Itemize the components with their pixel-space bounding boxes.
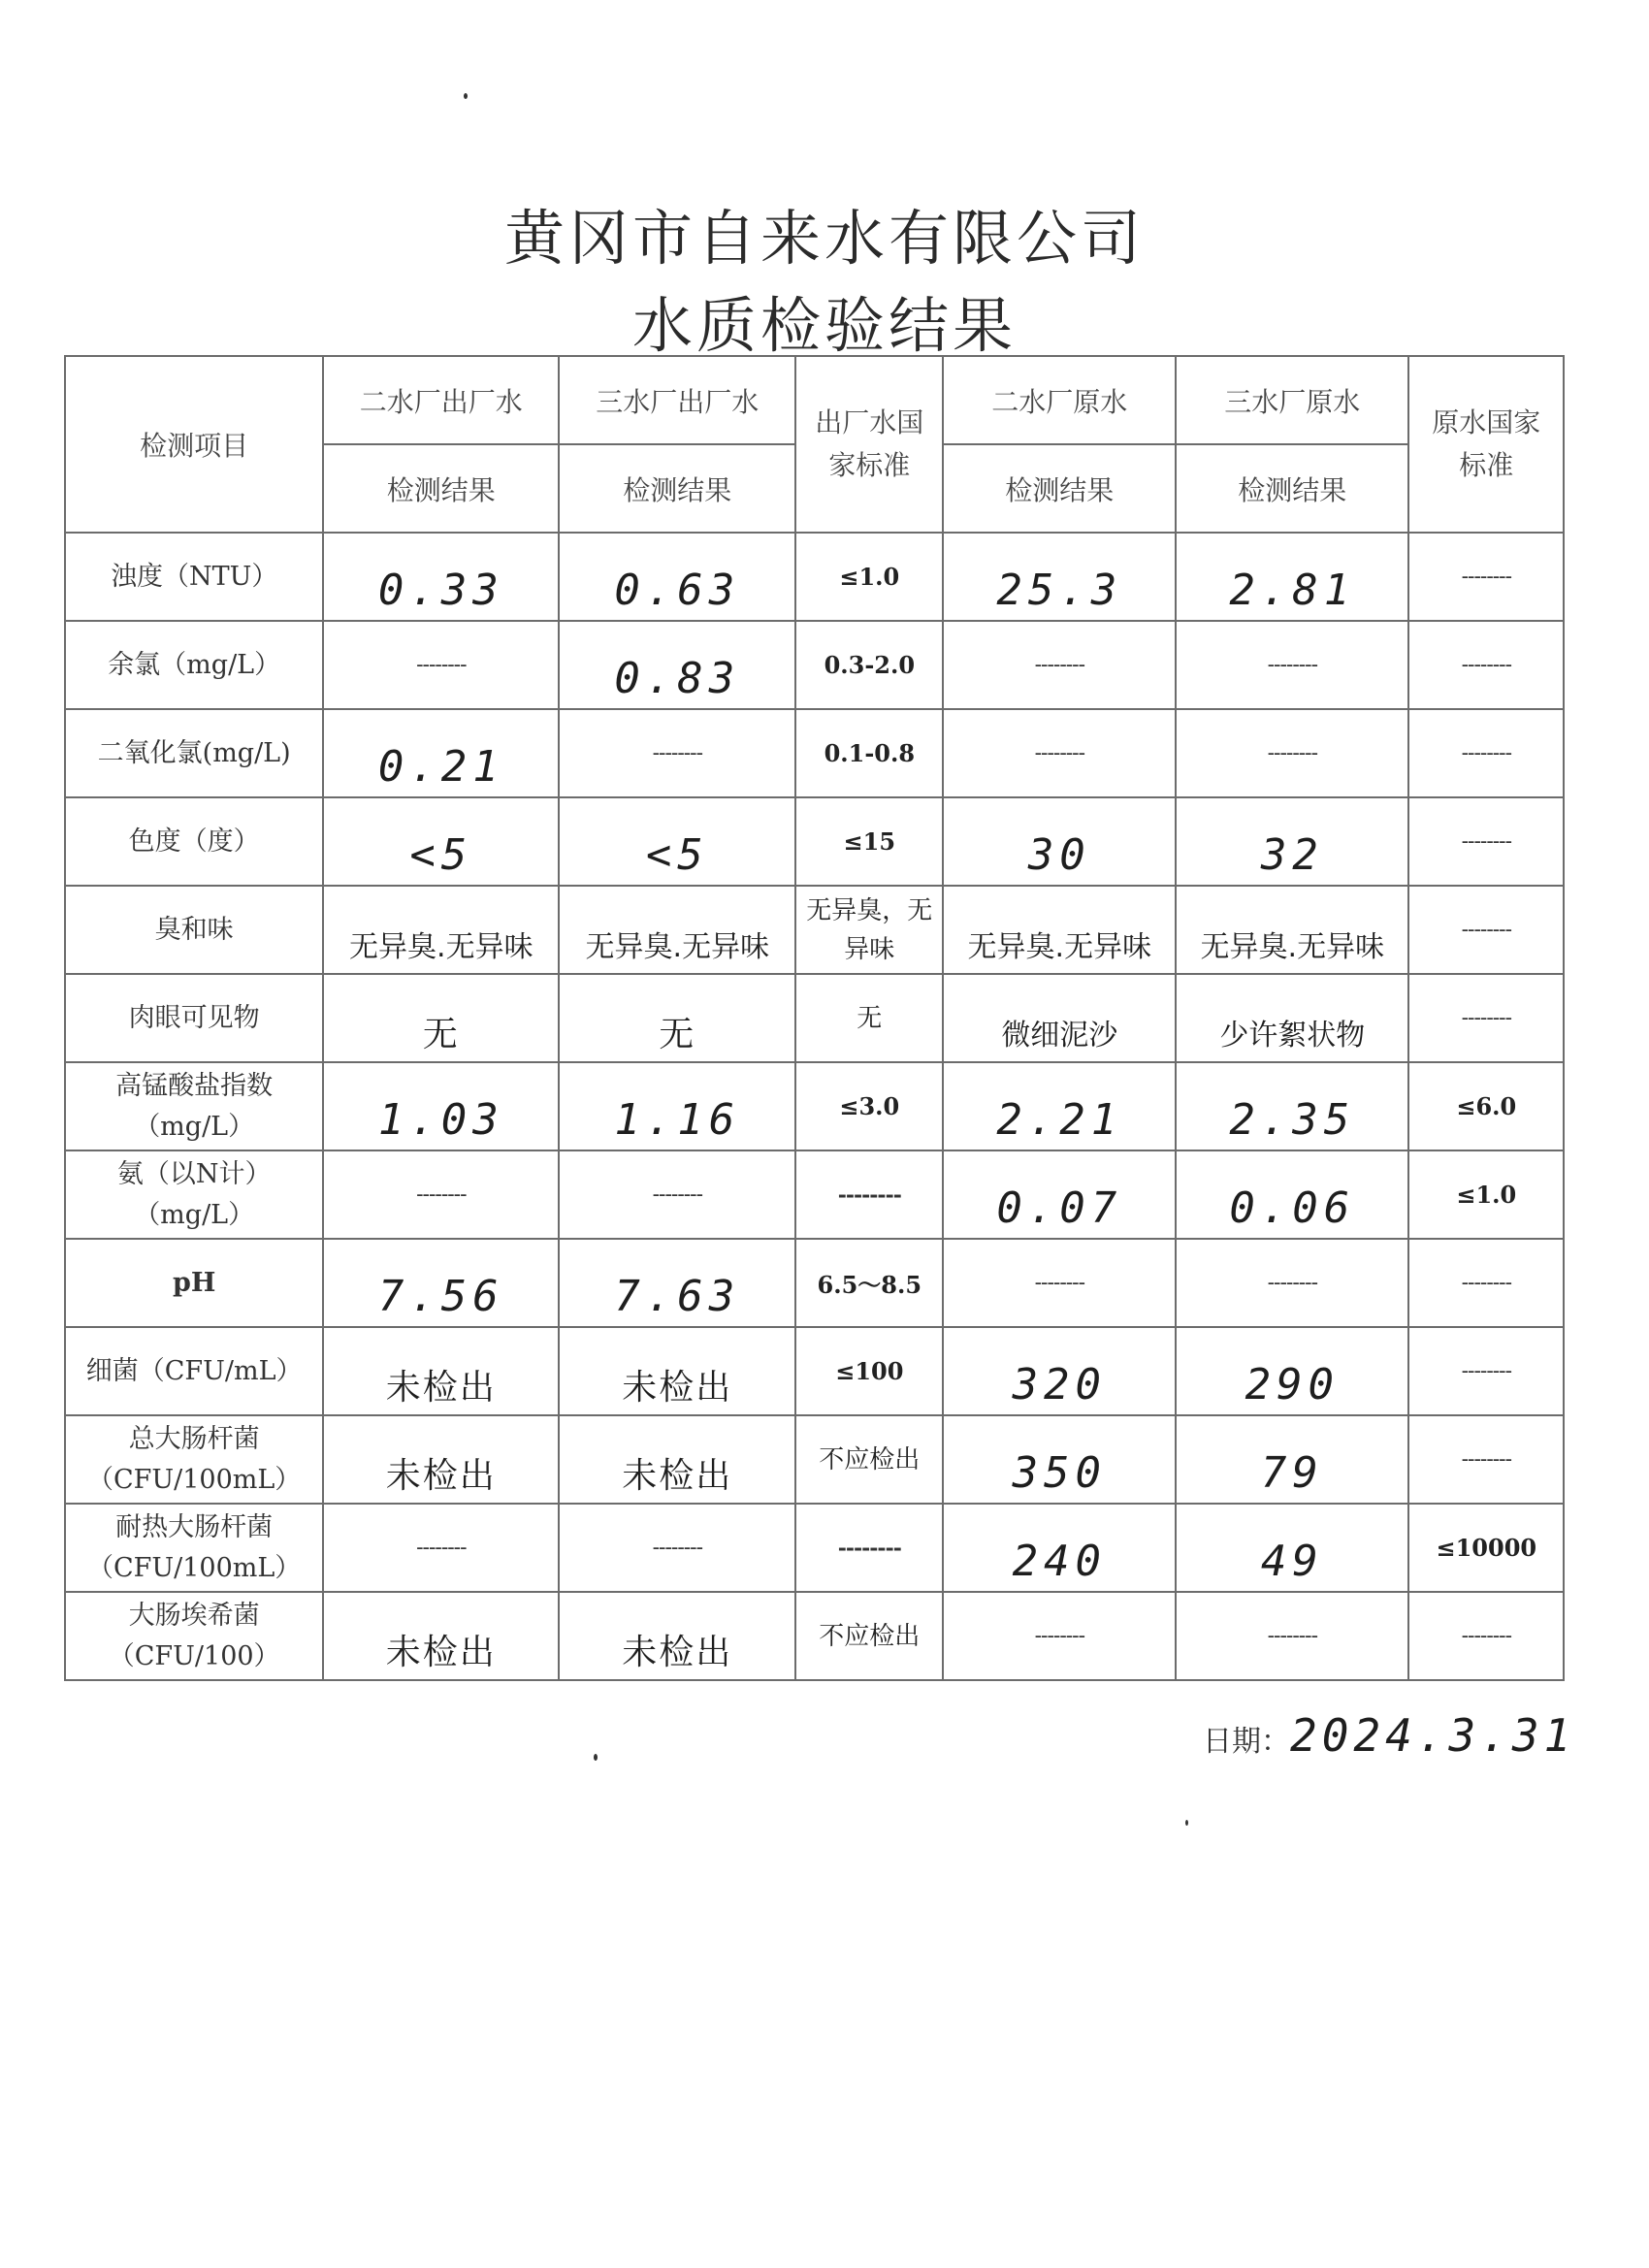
standard-cell: -------- — [1408, 974, 1564, 1062]
results-table-wrapper — [64, 355, 1565, 1681]
value-cell: 7.56 — [377, 1272, 504, 1321]
value-cell: 未检出 — [385, 1368, 497, 1408]
table-row — [65, 886, 1564, 974]
item-name: 二氧化氯(mg/L) — [65, 709, 323, 797]
date-line — [1203, 1709, 1575, 1762]
value-cell: 350 — [1012, 1448, 1108, 1498]
value-cell: 无 — [422, 1015, 460, 1054]
date-value: 2024.3.31 — [1290, 1709, 1576, 1762]
standard-cell: -------- — [795, 1150, 943, 1239]
scan-speck — [464, 93, 468, 99]
value-cell: 30 — [1027, 830, 1091, 880]
value-cell: 25.3 — [996, 566, 1123, 615]
value-cell: 320 — [1012, 1360, 1108, 1409]
header-result: 检测结果 — [559, 444, 795, 533]
value-cell: 2.81 — [1229, 566, 1356, 615]
value-cell: 无异臭.无异味 — [585, 929, 770, 964]
item-name: 余氯（mg/L） — [65, 621, 323, 709]
table-row — [65, 621, 1564, 709]
value-cell: -------- — [559, 1504, 795, 1592]
standard-cell: -------- — [1408, 1415, 1564, 1504]
value-cell: -------- — [323, 621, 559, 709]
date-label: 日期： — [1203, 1725, 1290, 1759]
standard-cell: 0.1-0.8 — [795, 709, 943, 797]
standard-cell: ≤3.0 — [795, 1062, 943, 1150]
standard-cell: 不应检出 — [795, 1415, 943, 1504]
standard-cell: -------- — [1408, 621, 1564, 709]
standard-cell: -------- — [795, 1504, 943, 1592]
value-cell: -------- — [323, 1504, 559, 1592]
header-result: 检测结果 — [323, 444, 559, 533]
standard-cell: 0.3-2.0 — [795, 621, 943, 709]
item-name: 高锰酸盐指数（mg/L） — [65, 1062, 323, 1150]
standard-cell: -------- — [1408, 709, 1564, 797]
value-cell: -------- — [943, 1239, 1176, 1327]
header-plant3-raw: 三水厂原水 — [1176, 356, 1408, 444]
value-cell: 无异臭.无异味 — [967, 929, 1152, 964]
value-cell: -------- — [1176, 621, 1408, 709]
value-cell: <5 — [645, 830, 709, 880]
value-cell: -------- — [559, 709, 795, 797]
standard-cell: -------- — [1408, 1592, 1564, 1680]
value-cell: <5 — [409, 830, 473, 880]
value-cell: 7.63 — [614, 1272, 741, 1321]
standard-cell: 6.5～8.5 — [795, 1239, 943, 1327]
item-name: 细菌（CFU/mL） — [65, 1327, 323, 1415]
value-cell: 0.06 — [1229, 1183, 1356, 1233]
value-cell: 49 — [1260, 1537, 1324, 1586]
value-cell: -------- — [943, 621, 1176, 709]
value-cell: 0.33 — [377, 566, 504, 615]
standard-cell: ≤100 — [795, 1327, 943, 1415]
header-plant2-raw: 二水厂原水 — [943, 356, 1176, 444]
item-name: 色度（度） — [65, 797, 323, 886]
standard-cell: ≤6.0 — [1408, 1062, 1564, 1150]
item-name: 氨（以N计）（mg/L） — [65, 1150, 323, 1239]
value-cell: 少许絮状物 — [1219, 1018, 1366, 1053]
table-row — [65, 533, 1564, 621]
value-cell: 未检出 — [385, 1633, 497, 1672]
value-cell: -------- — [1176, 1239, 1408, 1327]
table-row — [65, 797, 1564, 886]
value-cell: 微细泥沙 — [1001, 1018, 1118, 1053]
scan-speck — [594, 1754, 598, 1761]
header-raw-standard: 原水国家标准 — [1408, 356, 1564, 533]
table-row — [65, 1327, 1564, 1415]
value-cell: 0.83 — [614, 654, 741, 703]
header-out-standard: 出厂水国家标准 — [795, 356, 943, 533]
value-cell: -------- — [1176, 1592, 1408, 1680]
value-cell: 无 — [659, 1015, 696, 1054]
table-row — [65, 1592, 1564, 1680]
table-row — [65, 974, 1564, 1062]
table-row — [65, 1504, 1564, 1592]
item-name: 臭和味 — [65, 886, 323, 974]
value-cell: -------- — [323, 1150, 559, 1239]
value-cell: 0.21 — [377, 742, 504, 792]
header-item: 检测项目 — [65, 356, 323, 533]
item-name: 浊度（NTU） — [65, 533, 323, 621]
standard-cell: ≤15 — [795, 797, 943, 886]
value-cell: 未检出 — [385, 1456, 497, 1496]
standard-cell: ≤10000 — [1408, 1504, 1564, 1592]
value-cell: -------- — [559, 1150, 795, 1239]
value-cell: 32 — [1260, 830, 1324, 880]
value-cell: 79 — [1260, 1448, 1324, 1498]
value-cell: 无异臭.无异味 — [349, 929, 534, 964]
value-cell: 无异臭.无异味 — [1200, 929, 1385, 964]
value-cell: -------- — [943, 1592, 1176, 1680]
item-name: 耐热大肠杆菌（CFU/100mL） — [65, 1504, 323, 1592]
table-row — [65, 1239, 1564, 1327]
value-cell: 0.63 — [614, 566, 741, 615]
standard-cell: -------- — [1408, 1327, 1564, 1415]
standard-cell: -------- — [1408, 1239, 1564, 1327]
report-title: 水质检验结果 — [631, 290, 1017, 361]
standard-cell: ≤1.0 — [1408, 1150, 1564, 1239]
standard-cell: 不应检出 — [795, 1592, 943, 1680]
table-row — [65, 1150, 1564, 1239]
item-name: 大肠埃希菌（CFU/100） — [65, 1592, 323, 1680]
value-cell: -------- — [1176, 709, 1408, 797]
standard-cell: -------- — [1408, 533, 1564, 621]
table-row — [65, 1415, 1564, 1504]
header-result: 检测结果 — [943, 444, 1176, 533]
header-plant3-out: 三水厂出厂水 — [559, 356, 795, 444]
standard-cell: 无异臭，无异味 — [795, 886, 943, 974]
table-row — [65, 1062, 1564, 1150]
value-cell: 未检出 — [622, 1456, 733, 1496]
results-table — [64, 355, 1565, 1681]
value-cell: -------- — [943, 709, 1176, 797]
value-cell: 未检出 — [622, 1368, 733, 1408]
value-cell: 0.07 — [996, 1183, 1123, 1233]
item-name: 总大肠杆菌（CFU/100mL） — [65, 1415, 323, 1504]
value-cell: 2.21 — [996, 1095, 1123, 1145]
item-name: 肉眼可见物 — [65, 974, 323, 1062]
value-cell: 1.03 — [377, 1095, 504, 1145]
item-name: pH — [65, 1239, 323, 1327]
standard-cell: 无 — [795, 974, 943, 1062]
value-cell: 290 — [1245, 1360, 1341, 1409]
header-result: 检测结果 — [1176, 444, 1408, 533]
standard-cell: -------- — [1408, 797, 1564, 886]
company-title: 黄冈市自来水有限公司 — [503, 203, 1145, 274]
value-cell: 240 — [1012, 1537, 1108, 1586]
value-cell: 1.16 — [614, 1095, 741, 1145]
table-row — [65, 709, 1564, 797]
scan-speck — [1185, 1820, 1188, 1826]
standard-cell: ≤1.0 — [795, 533, 943, 621]
value-cell: 2.35 — [1229, 1095, 1356, 1145]
standard-cell: -------- — [1408, 886, 1564, 974]
header-plant2-out: 二水厂出厂水 — [323, 356, 559, 444]
value-cell: 未检出 — [622, 1633, 733, 1672]
